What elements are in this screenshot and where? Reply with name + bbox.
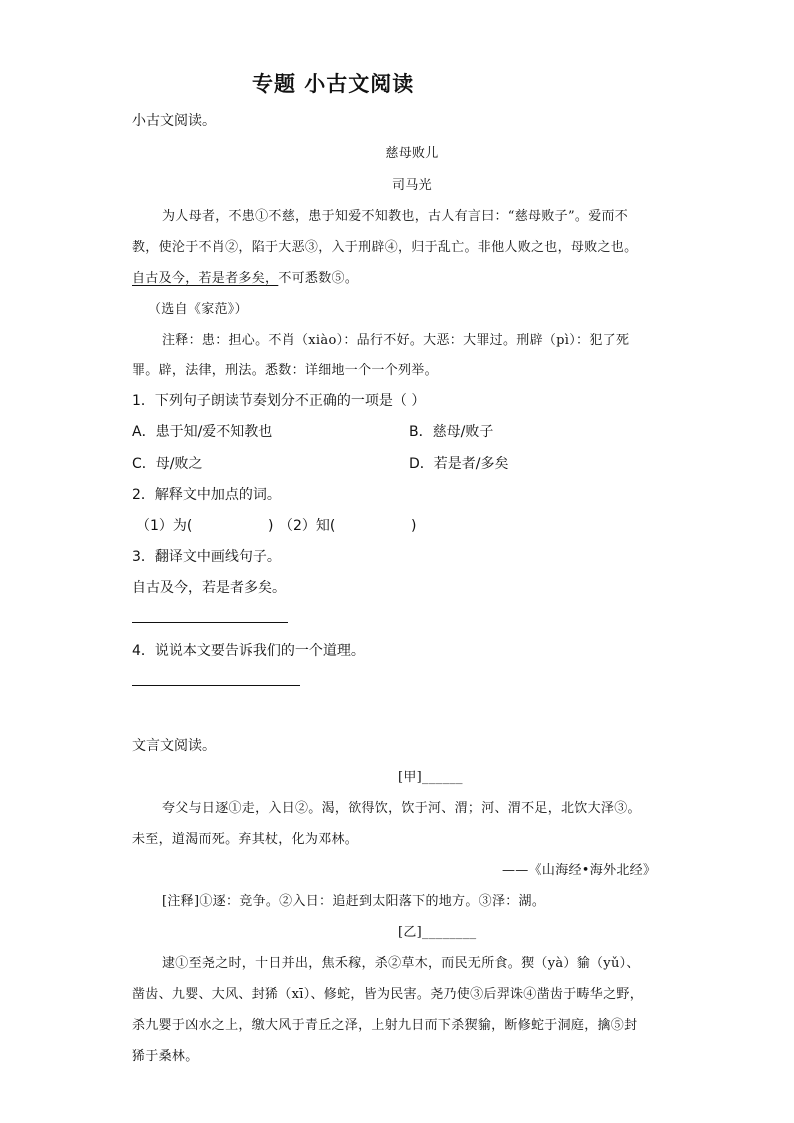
notes-line-1: 注释：患：担心。不肖（xiào）：品行不好。大恶：大罪过。刑辟（pì）：犯了死 — [162, 333, 630, 348]
question-2: 2．解释文中加点的词。 — [132, 487, 281, 503]
section1-heading: 小古文阅读。 — [132, 113, 216, 129]
q1-option-c: C．母/败之 — [132, 456, 203, 472]
yi-label: [乙]________ — [398, 925, 477, 940]
jia-line-2: 未至，道渴而死。弃其杖，化为邓林。 — [132, 832, 359, 847]
passage-title: 慈母败儿 — [385, 146, 439, 161]
yi-line-4: 狶于桑林。 — [132, 1049, 199, 1064]
passage-line-3 — [132, 267, 358, 286]
q2-item-1: （1）为( ) — [136, 518, 274, 534]
jia-source: ——《山海经•海外北经》 — [502, 863, 657, 878]
q1-option-d: D．若是者/多矣 — [409, 456, 509, 472]
question-3: 3．翻译文中画线句子。 — [132, 549, 281, 565]
q2-item-2: （2）知( ) — [279, 518, 417, 534]
underlined-sentence: 自古及今，若是者多矣， — [132, 271, 279, 286]
notes-line-2: 罪。辟，法律，刑法。悉数：详细地一个一个列举。 — [132, 363, 438, 378]
jia-label: [甲]______ — [398, 770, 463, 785]
q3-sentence: 自古及今，若是者多矣。 — [132, 580, 286, 596]
passage-line-1: 为人母者，不患①不慈，患于知爱不知教也，古人有言曰：“慈母败子”。爱而不 — [162, 209, 629, 224]
q4-answer-line — [132, 685, 300, 686]
passage-author: 司马光 — [392, 178, 432, 193]
yi-line-1: 逮①至尧之时，十日并出，焦禾稼，杀②草木，而民无所食。猰（yà）貐（yǔ）、 — [162, 956, 640, 971]
question-4: 4．说说本文要告诉我们的一个道理。 — [132, 643, 365, 659]
q1-option-b: B．慈母/败子 — [409, 424, 494, 440]
section2-heading: 文言文阅读。 — [132, 738, 216, 754]
question-1: 1．下列句子朗读节奏划分不正确的一项是（ ） — [132, 393, 426, 409]
q1-option-a: A．患于知/爱不知教也 — [132, 424, 273, 440]
jia-notes: [注释]①逐：竞争。②入日：追赶到太阳落下的地方。③泽：湖。 — [162, 894, 546, 909]
passage-source: （选自《家范》） — [148, 302, 248, 317]
jia-line-1: 夸父与日逐①走，入日②。渴，欲得饮，饮于河、渭；河、渭不足，北饮大泽③。 — [162, 801, 641, 816]
q3-answer-line — [132, 622, 288, 623]
page-title: 专题 小古文阅读 — [252, 72, 415, 96]
yi-line-3: 杀九婴于凶水之上，缴大风于青丘之泽，上射九日而下杀猰貐，断修蛇于洞庭，擒⑤封 — [132, 1018, 638, 1033]
passage-line-3-rest: 不可悉数⑤。 — [278, 271, 359, 286]
passage-line-2: 教，使沦于不肖②，陷于大恶③，入于刑辟④，归于乱亡。非他人败之也，母败之也。 — [132, 240, 638, 255]
yi-line-2: 凿齿、九婴、大风、封狶（xī）、修蛇，皆为民害。尧乃使③后羿诛④凿齿于畴华之野， — [132, 987, 643, 1002]
